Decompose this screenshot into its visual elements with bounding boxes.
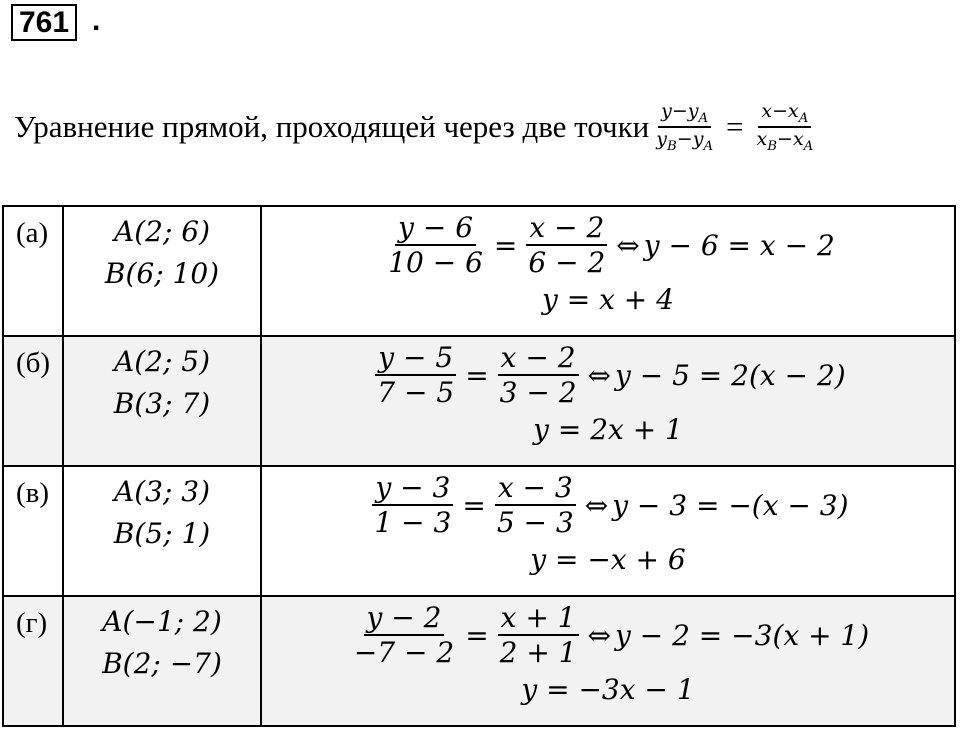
formula-lhs-denominator-sub: B [667, 138, 677, 154]
solution-cell [261, 596, 955, 726]
equivalence-arrow: ⇔ [584, 488, 609, 522]
table-row [3, 466, 955, 596]
fraction-numerator: y − 3 [372, 471, 453, 506]
formula-rhs-numerator-sub: A [798, 111, 809, 126]
equivalence-arrow: ⇔ [587, 358, 612, 392]
formula-lhs-denominator-tail-sub: A [703, 138, 714, 154]
simplified-equation: y − 2 = −3(x + 1) [615, 618, 870, 652]
problem-number-dot: . [92, 4, 101, 37]
intro-text: Уравнение прямой, проходящей через две точки [14, 109, 650, 144]
equals-sign: = [465, 618, 489, 652]
formula-rhs-numerator: x−x [761, 100, 799, 123]
fraction-denominator: 2 + 1 [499, 636, 577, 669]
point-a: A(2; 6) [113, 215, 211, 248]
fraction-denominator: 7 − 5 [377, 376, 455, 409]
formula-equals: = [726, 109, 744, 144]
fraction-numerator: x − 3 [495, 471, 576, 506]
result-equation: y = −3x − 1 [521, 673, 695, 706]
result-equation: y = x + 4 [542, 283, 674, 316]
equals-sign: = [462, 488, 486, 522]
solution-cell [261, 206, 955, 336]
simplified-equation: y − 5 = 2(x − 2) [615, 358, 846, 392]
result-equation: y = 2x + 1 [533, 413, 683, 446]
point-a: A(2; 5) [113, 345, 211, 378]
row-label: (б) [3, 336, 63, 466]
formula-rhs-denominator-tail: −x [777, 128, 804, 150]
intro-line [14, 92, 820, 162]
formula-lhs-numerator: y−y [661, 100, 699, 123]
solutions-table [2, 205, 956, 727]
row-label: (г) [3, 596, 63, 726]
fraction-denominator: 1 − 3 [374, 506, 452, 539]
formula-rhs-denominator-tail-sub: A [803, 138, 814, 154]
point-b: B(5; 1) [113, 517, 211, 550]
formula-lhs-numerator-sub: A [698, 111, 709, 126]
fraction-denominator: 3 − 2 [499, 376, 577, 409]
points-cell [63, 206, 261, 336]
points-cell [63, 336, 261, 466]
equivalence-arrow: ⇔ [616, 228, 640, 262]
point-a: A(3; 3) [113, 475, 211, 508]
fraction-numerator: y − 2 [364, 601, 445, 636]
simplified-equation: y − 6 = x − 2 [643, 228, 835, 262]
fraction-denominator: 6 − 2 [528, 246, 606, 279]
formula-lhs-fraction [653, 100, 716, 154]
solution-cell [261, 466, 955, 596]
equals-sign: = [493, 228, 518, 262]
fraction-numerator: x − 2 [526, 211, 607, 246]
formula-rhs-denominator-sub: B [767, 138, 778, 154]
solution-cell [261, 336, 955, 466]
fraction-numerator: x + 1 [498, 601, 579, 636]
fraction-denominator: −7 − 2 [353, 636, 455, 669]
formula-lhs-denominator-tail: −y [676, 128, 704, 150]
table-row [3, 206, 955, 336]
equals-sign: = [465, 358, 489, 392]
problem-number: 761 [11, 4, 77, 41]
formula-rhs-fraction [754, 100, 817, 154]
points-cell [63, 466, 261, 596]
fraction-denominator: 10 − 6 [388, 246, 483, 279]
row-label: (в) [3, 466, 63, 596]
result-equation: y = −x + 6 [530, 543, 686, 576]
equivalence-arrow: ⇔ [587, 618, 612, 652]
table-row [3, 596, 955, 726]
table-row [3, 336, 955, 466]
formula-lhs-denominator: y [656, 128, 667, 150]
formula-rhs-denominator: x [756, 128, 768, 150]
point-b: B(3; 7) [113, 387, 211, 420]
point-a: A(−1; 2) [102, 605, 222, 638]
fraction-numerator: x − 2 [498, 341, 579, 376]
fraction-numerator: y − 5 [375, 341, 456, 376]
point-b: B(6; 10) [104, 257, 220, 290]
fraction-denominator: 5 − 3 [496, 506, 574, 539]
row-label: (а) [3, 206, 63, 336]
simplified-equation: y − 3 = −(x − 3) [612, 488, 849, 522]
point-b: B(2; −7) [102, 647, 222, 680]
points-cell [63, 596, 261, 726]
fraction-numerator: y − 6 [395, 211, 476, 246]
